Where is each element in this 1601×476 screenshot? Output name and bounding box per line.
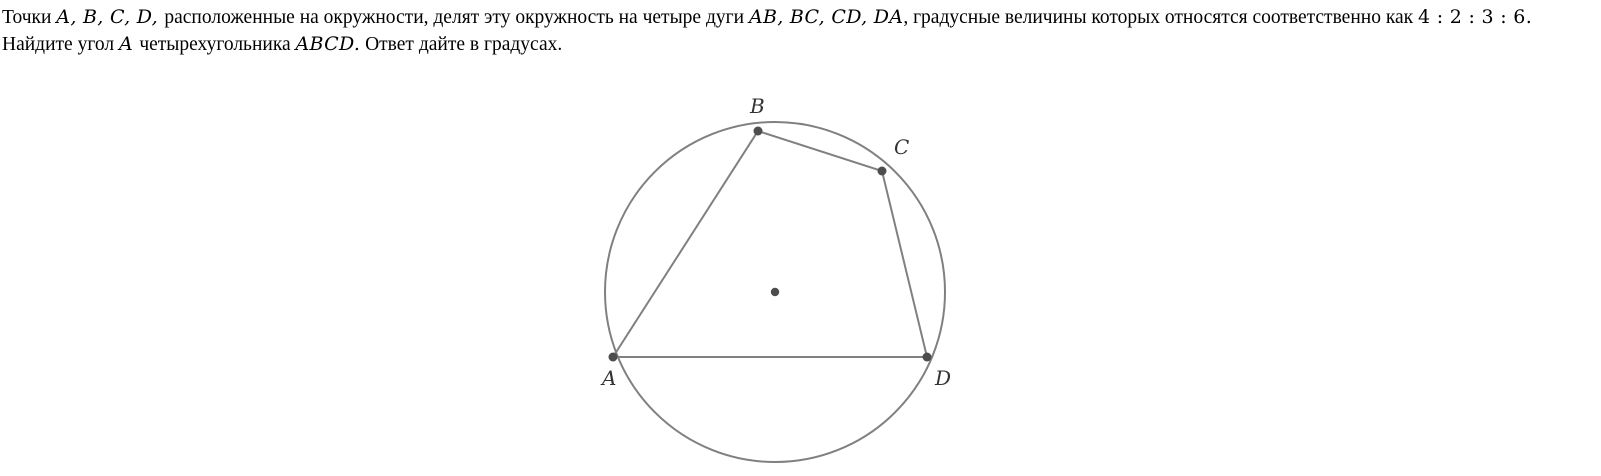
text-segment-5: расположенные на окружности, делят эту окружность на четыре дуги [164,7,749,28]
point-a [609,353,618,362]
point-label-d: D [935,366,952,390]
text-segment-1: A, [56,6,83,28]
geometry-figure [560,80,1000,470]
text-segment-0: Точки [2,7,57,28]
text-segment-9: DA [873,6,904,28]
text-segment-2: B, [83,6,110,28]
text-segment-16: Ответ дайте в градусах. [360,34,563,55]
text-segment-4: D, [136,6,165,28]
text-segment-6: AB, [748,6,790,28]
point-c [878,167,887,176]
text-segment-14: четырехугольника [139,34,296,55]
text-segment-12: Найдите угол [2,34,119,55]
text-segment-7: BC, [789,6,832,28]
point-label-a: A [602,366,617,390]
point-b [754,127,763,136]
text-segment-3: C, [109,6,137,28]
text-segment-8: CD, [831,6,874,28]
quadrilateral-shape [613,131,927,357]
text-segment-13: A [118,33,140,55]
problem-statement [2,4,1582,58]
circle-center-point [771,288,779,296]
text-segment-10: , градусные величины которых относятся соответственно как [903,7,1418,28]
point-label-c: C [894,135,910,159]
point-label-b: B [750,94,765,118]
text-segment-15: ABCD. [295,33,361,55]
text-segment-11: 4 : 2 : 3 : 6. [1418,6,1533,28]
point-d [923,353,932,362]
figure-svg [560,80,1000,470]
